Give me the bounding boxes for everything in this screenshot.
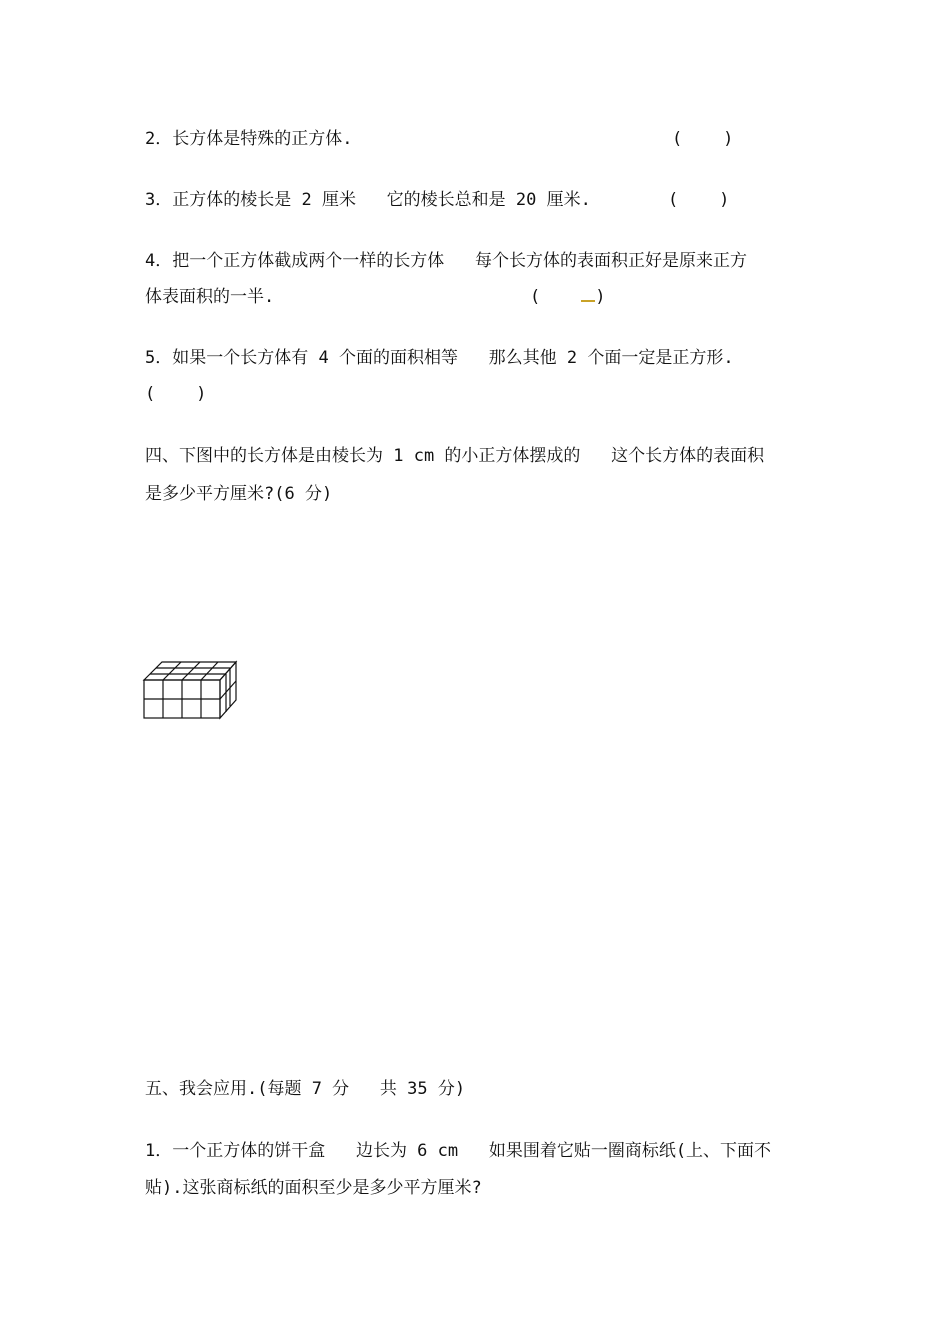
question-5-answer-parens[interactable]: ( ) bbox=[145, 384, 207, 404]
question-4-text-line2: 体表面积的一半. bbox=[145, 287, 275, 307]
section-5-heading: 五、我会应用.(每题 7 分 共 35 分) bbox=[145, 1079, 466, 1099]
question-3-answer-parens[interactable]: ( ) bbox=[668, 190, 730, 210]
section-4-heading-line2: 是多少平方厘米?(6 分) bbox=[145, 484, 333, 504]
question-4-answer-parens[interactable] bbox=[530, 286, 605, 308]
answer-blank-underline bbox=[581, 288, 595, 302]
paren-open: ( bbox=[530, 287, 582, 307]
paren-close: ) bbox=[595, 287, 606, 307]
question-5-text: 5．如果一个长方体有 4 个面的面积相等 那么其他 2 个面一定是正方形. bbox=[145, 348, 734, 368]
section-5-question-1-line2: 贴).这张商标纸的面积至少是多少平方厘米? bbox=[145, 1178, 482, 1198]
section-5-question-1-line1: 1．一个正方体的饼干盒 边长为 6 cm 如果围着它贴一圈商标纸(上、下面不 bbox=[145, 1141, 772, 1161]
question-2-answer-parens[interactable]: ( ) bbox=[672, 129, 734, 149]
question-4-text-line1: 4．把一个正方体截成两个一样的长方体 每个长方体的表面积正好是原来正方 bbox=[145, 251, 747, 271]
cuboid-figure bbox=[142, 658, 242, 722]
question-3-text: 3．正方体的棱长是 2 厘米 它的棱长总和是 20 厘米. bbox=[145, 190, 591, 210]
question-2-text: 2．长方体是特殊的正方体. bbox=[145, 129, 353, 149]
section-4-heading-line1: 四、下图中的长方体是由棱长为 1 cm 的小正方体摆成的 这个长方体的表面积 bbox=[145, 446, 765, 466]
